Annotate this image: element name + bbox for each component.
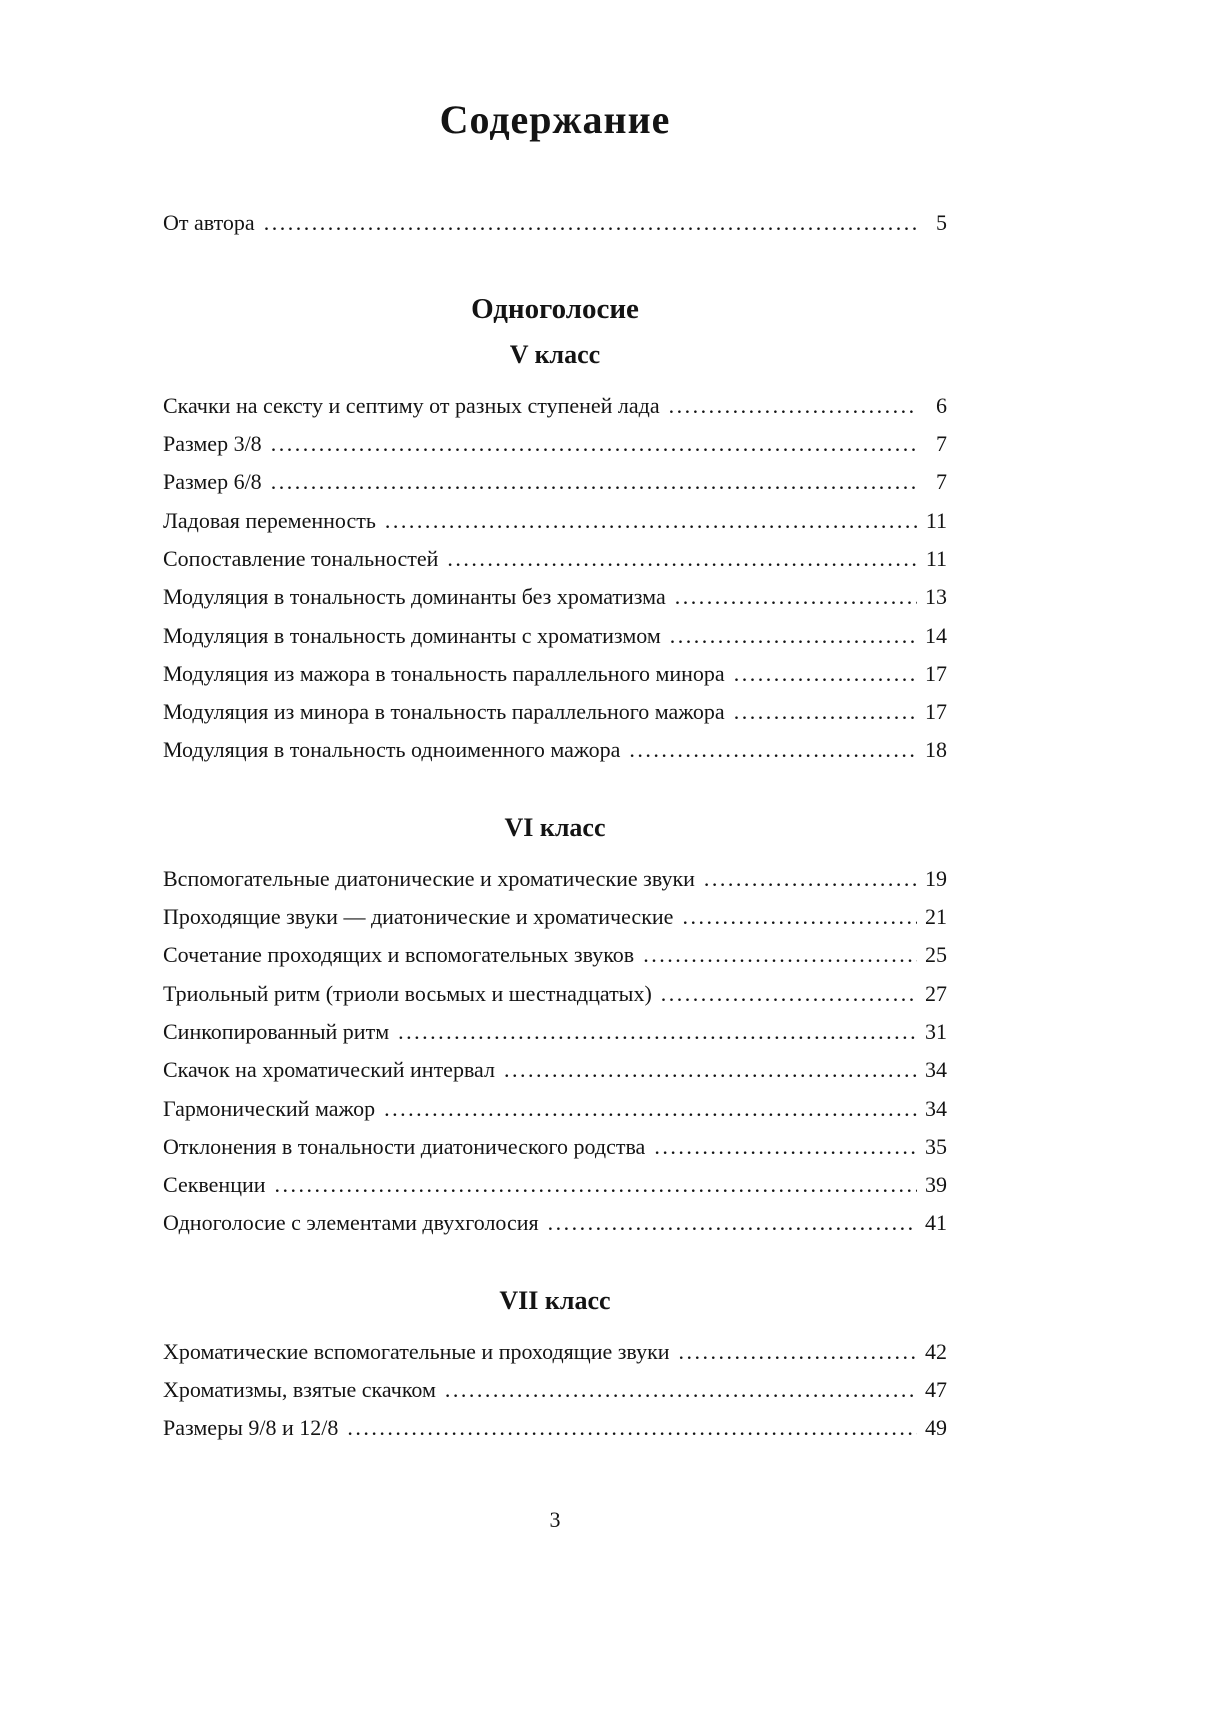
toc-entry-label: Хроматизмы, взятые скачком xyxy=(163,1377,436,1403)
toc-dot-leader xyxy=(447,546,917,571)
toc-entry xyxy=(163,1089,947,1127)
toc-sections xyxy=(163,340,947,1447)
toc-entry-label: От автора xyxy=(163,209,255,235)
toc-entry-page: 17 xyxy=(925,660,947,686)
toc-entry xyxy=(163,578,947,616)
toc-entry-page: 42 xyxy=(925,1338,947,1364)
toc-entry-page: 34 xyxy=(925,1057,947,1083)
toc-dot-leader xyxy=(669,393,917,418)
toc-entry-page: 35 xyxy=(925,1133,947,1159)
toc-entry xyxy=(163,1166,947,1204)
toc-section xyxy=(163,1286,947,1447)
toc-entry-label: Ладовая переменность xyxy=(163,507,376,533)
toc-entry-page: 39 xyxy=(925,1172,947,1198)
toc-section xyxy=(163,813,947,1242)
toc-dot-leader xyxy=(398,1019,917,1044)
toc-dot-leader xyxy=(504,1057,917,1082)
toc-entry-label: Гармонический мажор xyxy=(163,1095,376,1121)
toc-entry-label: Сопоставление тональностей xyxy=(163,545,439,571)
toc-entry xyxy=(163,203,947,241)
toc-front-list xyxy=(163,203,947,241)
toc-entry-page: 6 xyxy=(936,392,947,418)
toc-entry-label: Размер 6/8 xyxy=(163,469,262,495)
toc-entry xyxy=(163,1051,947,1089)
toc-entry-page: 14 xyxy=(925,622,947,648)
toc-entry-page: 31 xyxy=(925,1018,947,1044)
toc-dot-leader xyxy=(271,431,917,456)
toc-entry xyxy=(163,386,947,424)
toc-entry xyxy=(163,859,947,897)
toc-entry xyxy=(163,974,947,1012)
toc-entry-label: Скачки на сексту и септиму от разных ступеней лада xyxy=(163,392,660,418)
toc-entry-label: Вспомогательные диатонические и хроматические звуки xyxy=(163,865,695,891)
toc-entry-label: Модуляция из минора в тональность параллельного мажора xyxy=(163,699,725,725)
section-title: V класс xyxy=(509,340,601,370)
toc-entry-page: 19 xyxy=(925,865,947,891)
toc-entry xyxy=(163,425,947,463)
toc-entry-page: 49 xyxy=(925,1415,947,1441)
toc-entry xyxy=(163,1204,947,1242)
toc-entry-page: 47 xyxy=(925,1377,947,1403)
toc-entry-page: 7 xyxy=(936,469,947,495)
toc-entry-page: 27 xyxy=(925,980,947,1006)
toc-entry-page: 7 xyxy=(936,431,947,457)
toc-entry xyxy=(163,539,947,577)
toc-entry-label: Скачок на хроматический интервал xyxy=(163,1057,495,1083)
toc-entry-page: 25 xyxy=(925,942,947,968)
toc-entry-page: 11 xyxy=(925,507,947,533)
toc-entry-label: Отклонения в тональности диатонического родства xyxy=(163,1133,646,1159)
toc-entry-label: Хроматические вспомогательные и проходящие звуки xyxy=(163,1338,670,1364)
toc-dot-leader xyxy=(385,508,917,533)
toc-entry-page: 21 xyxy=(925,904,947,930)
toc-entry-label: Модуляция в тональность доминанты с хроматизмом xyxy=(163,622,661,648)
toc-dot-leader xyxy=(445,1377,917,1402)
toc-dot-leader xyxy=(271,469,917,494)
toc-dot-leader xyxy=(679,1339,917,1364)
toc-entry-label: Модуляция в тональность одноименного мажора xyxy=(163,737,621,763)
toc-dot-leader xyxy=(682,904,917,929)
toc-entry xyxy=(163,654,947,692)
toc-dot-leader xyxy=(347,1415,917,1440)
toc-dot-leader xyxy=(643,942,917,967)
toc-entry-label: Модуляция из мажора в тональность параллельного минора xyxy=(163,660,725,686)
toc-dot-leader xyxy=(384,1096,917,1121)
toc-entry-page: 11 xyxy=(925,545,947,571)
toc-entry-label: Одноголосие с элементами двухголосия xyxy=(163,1210,539,1236)
toc-dot-leader xyxy=(734,661,917,686)
toc-entry-label: Синкопированный ритм xyxy=(163,1018,390,1044)
page-title: Содержание xyxy=(439,97,671,142)
toc-entry xyxy=(163,731,947,769)
toc-entry xyxy=(163,1127,947,1165)
toc-entry xyxy=(163,616,947,654)
toc-dot-leader xyxy=(654,1134,917,1159)
toc-entry-label: Размер 3/8 xyxy=(163,431,262,457)
toc-dot-leader xyxy=(264,210,917,235)
toc-entry-page: 13 xyxy=(925,584,947,610)
section-title: VI класс xyxy=(504,813,606,843)
toc-entry-page: 18 xyxy=(925,737,947,763)
toc-entry-page: 34 xyxy=(925,1095,947,1121)
toc-dot-leader xyxy=(734,699,917,724)
toc-entry xyxy=(163,936,947,974)
toc-entry-page: 41 xyxy=(925,1210,947,1236)
toc-entry xyxy=(163,1332,947,1370)
toc-entry-label: Модуляция в тональность доминанты без хроматизма xyxy=(163,584,666,610)
section-title: VII класс xyxy=(499,1286,611,1316)
part-title: Одноголосие xyxy=(471,293,639,326)
toc-entry xyxy=(163,1409,947,1447)
toc-section xyxy=(163,340,947,769)
toc-dot-leader xyxy=(275,1172,917,1197)
toc-entry xyxy=(163,898,947,936)
toc-entry-label: Размеры 9/8 и 12/8 xyxy=(163,1415,339,1441)
toc-dot-leader xyxy=(704,866,917,891)
toc-entry-page: 5 xyxy=(936,209,947,235)
toc-dot-leader xyxy=(675,584,917,609)
toc-entry-label: Секвенции xyxy=(163,1172,266,1198)
toc-entry xyxy=(163,1371,947,1409)
toc-entry xyxy=(163,693,947,731)
toc-dot-leader xyxy=(629,737,917,762)
toc-entry xyxy=(163,501,947,539)
toc-entry-label: Проходящие звуки — диатонические и хроматические xyxy=(163,904,674,930)
toc-entry-label: Сочетание проходящих и вспомогательных звуков xyxy=(163,942,635,968)
page-number: 3 xyxy=(549,1507,561,1533)
toc-dot-leader xyxy=(661,981,917,1006)
toc-entry xyxy=(163,463,947,501)
toc-dot-leader xyxy=(670,623,917,648)
toc-entry-label: Триольный ритм (триоли восьмых и шестнадцатых) xyxy=(163,980,652,1006)
toc-entry xyxy=(163,1012,947,1050)
toc-dot-leader xyxy=(548,1210,917,1235)
toc-entry-page: 17 xyxy=(925,699,947,725)
